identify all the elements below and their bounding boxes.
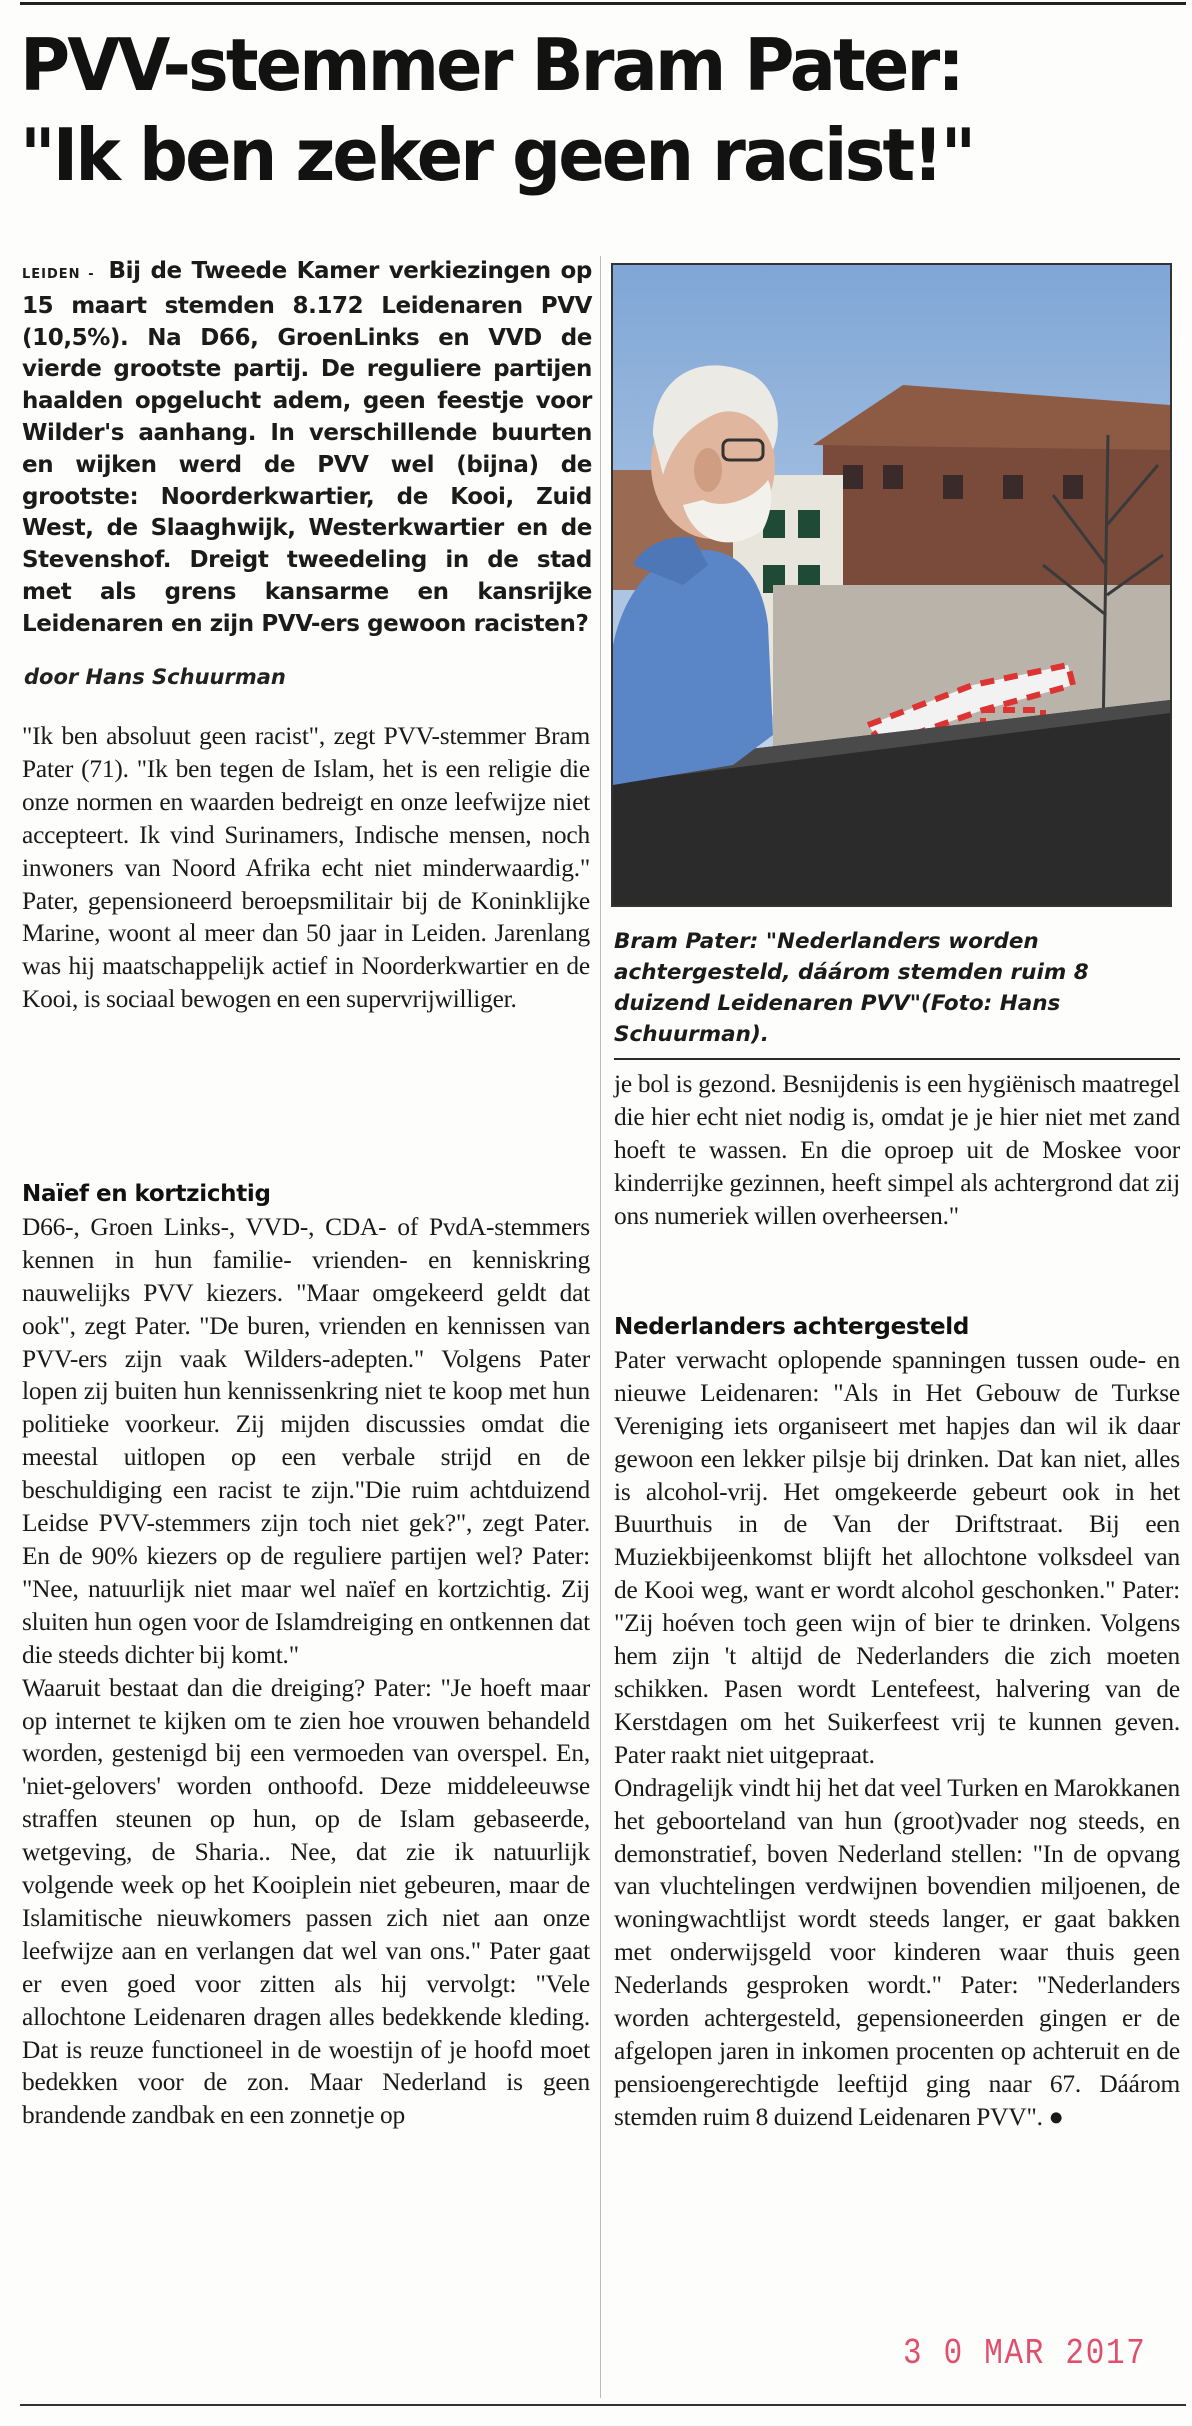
lead-text: Bij de Tweede Kamer verkiezingen op 15 maart stemden 8.172 Leidenaren PVV (10,5%). Na D66, GroenLinks en VVD de vierde grootste partij. De reguliere partijen haalden opgelucht adem, geen feestje voor Wilder's aanhang. In verschillende buurten en wijken werd de PVV wel (bijna) de grootste: Noorderkwartier, de Kooi, Zuid West, de Slaaghwijk, Westerkwartier en de Stevenshof. Dreigt tweedeling in de stad met als grens kansarme en kansrijke Leidenaren en zijn PVV-ers gewoon racisten? <box>22 258 592 637</box>
subheading-naief: Naïef en kortzichtig <box>22 1181 271 1207</box>
body-paragraph: je bol is gezond. Besnijdenis is een hygiënisch maatregel die hier echt niet nodig is, omdat je je hier niet met zand hoeft te wassen. En die oproep uit de Moskee voor kinderrijke gezinnen, heeft simpel als achtergrond dat zij ons numeriek willen overheersen." <box>614 1070 1180 1230</box>
top-rule <box>20 2 1186 5</box>
headline-line-2: "Ik ben zeker geen racist!" <box>20 113 974 197</box>
body-paragraph: "Ik ben absoluut geen racist", zegt PVV-stemmer Bram Pater (71). "Ik ben tegen de Islam, het is een religie die onze normen en waarden bedreigt en onze leefwijze niet accepteert. Ik vind Surinamers, Indische mensen, noch inwoners van Noord Afrika echt niet minderwaardig." Pater, gepensioneerd beroepsmilitair bij de Koninklijke Marine, woont al meer dan 50 jaar in Leiden. Jarenlang was hij maatschappelijk actief in Noorderkwartier en de Kooi, is sociaal bewogen en een supervrijwilliger. <box>22 722 590 1014</box>
body-paragraph <box>614 1772 1180 2134</box>
date-stamp: 3 0 MAR 2017 <box>903 2333 1147 2374</box>
right-column-continued <box>614 1068 1180 1233</box>
headline-line-1: PVV-stemmer Bram Pater: <box>20 23 962 107</box>
byline: door Hans Schuurman <box>24 665 286 689</box>
body-paragraph: D66-, Groen Links-, VVD-, CDA- of PvdA-stemmers kennen in hun familie- vrienden- en kenniskring nauwelijks PVV kiezers. "Maar omgekeerd geldt dat ook", zegt Pater. "De buren, vrienden en kennissen van PVV-ers zijn vaak Wilders-adepten." Volgens Pater lopen zij buiten hun kennissenkring niet te koop met hun politieke voorkeur. Zij mijden discussies omdat die meestal uitlopen op een verbale strijd en de beschuldiging een racist te zijn."Die ruim achtduizend Leidse PVV-stemmers zijn toch niet gek?", zegt Pater. En de 90% kiezers op de reguliere partijen wel? Pater: "Nee, natuurlijk niet maar wel naïef en kortzichtig. Zij sluiten hun ogen voor de Islamdreiging en ontkennen dat die steeds dichter bij komt." <box>22 1212 590 1669</box>
dateline: LEIDEN - <box>22 267 95 282</box>
headline <box>20 20 1132 200</box>
bottom-rule <box>20 2404 1186 2406</box>
right-column-body <box>614 1311 1180 2134</box>
caption-rule <box>614 1058 1180 1060</box>
lead-paragraph <box>22 256 592 641</box>
article-photo <box>611 263 1172 907</box>
body-text: Ondragelijk vindt hij het dat veel Turken en Marokkanen het geboorteland van hun (groot)vader nog steeds, en demonstratief, boven Nederland stellen: "In de opvang van vluchtelingen verdwijnen bovendien miljoenen, de woningwachtlijst wordt steeds langer, er gaat bakken met onderwijsgeld voor kinderen waar thuis geen Nederlands gesproken wordt." Pater: "Nederlanders worden achtergesteld, gepensioneerden gingen er de afgelopen jaren in inkomen procenten op achteruit en de pensioengerechtigde leeftijd ging naar 67. Dáárom stemden ruim 8 duizend Leidenaren PVV". <box>614 1773 1180 2131</box>
left-column-intro <box>22 720 590 1016</box>
end-mark: ● <box>1048 2102 1064 2131</box>
photo-caption: Bram Pater: "Nederlanders worden achtergesteld, dáárom stemden ruim 8 duizend Leidenaren PVV"(Foto: Hans Schuurman). <box>614 929 1089 1047</box>
body-paragraph: Pater verwacht oplopende spanningen tussen oude- en nieuwe Leidenaren: "Als in Het Gebouw de Turkse Vereniging iets organiseert met hapjes dan wil ik daar gewoon een lekker pilsje bij drinken. Dat kan niet, alles is alcohol-vrij. Het omgekeerde gebeurt ook in het Buurthuis in de Van der Driftstraat. Bij een Muziekbijeenkomst blijft het allochtone volksdeel van de Kooi weg, want er wordt alcohol geschonken." Pater: "Zij hoéven toch geen wijn of bier te drinken. Volgens hem zijn 't altijd de Nederlanders die zich moeten schikken. Pasen wordt Lentefeest, halvering van de Kerstdagen om het Suikerfeest vrij te kunnen geven. Pater raakt niet uitgepraat. <box>614 1345 1180 1769</box>
left-column-body <box>22 1178 590 2132</box>
column-divider <box>600 256 601 2398</box>
subheading-achtergesteld: Nederlanders achtergesteld <box>614 1314 969 1340</box>
body-paragraph: Waaruit bestaat dan die dreiging? Pater: "Je hoeft maar op internet te kijken om te zien hoe vrouwen behandeld worden, gestenigd bij een vermoeden van overspel. En, 'niet-gelovers' worden onthoofd. Deze middeleeuwse straffen steunen op hun, op de Islam gebaseerde, wetgeving, de Sharia.. Nee, dat zie ik natuurlijk volgende week op het Kooiplein niet gebeuren, maar de Islamitische nieuwkomers passen zich niet aan onze leefwijze aan en verlangen dat wel van ons." Pater gaat er even goed voor zitten als hij vervolgt: "Vele allochtone Leidenaren dragen alles bedekkende kleding. Dat is reuze functioneel in de woestijn of je hoofd moet bedekken voor de zon. Maar Nederland is geen brandende zandbak en een zonnetje op <box>22 1673 590 2130</box>
